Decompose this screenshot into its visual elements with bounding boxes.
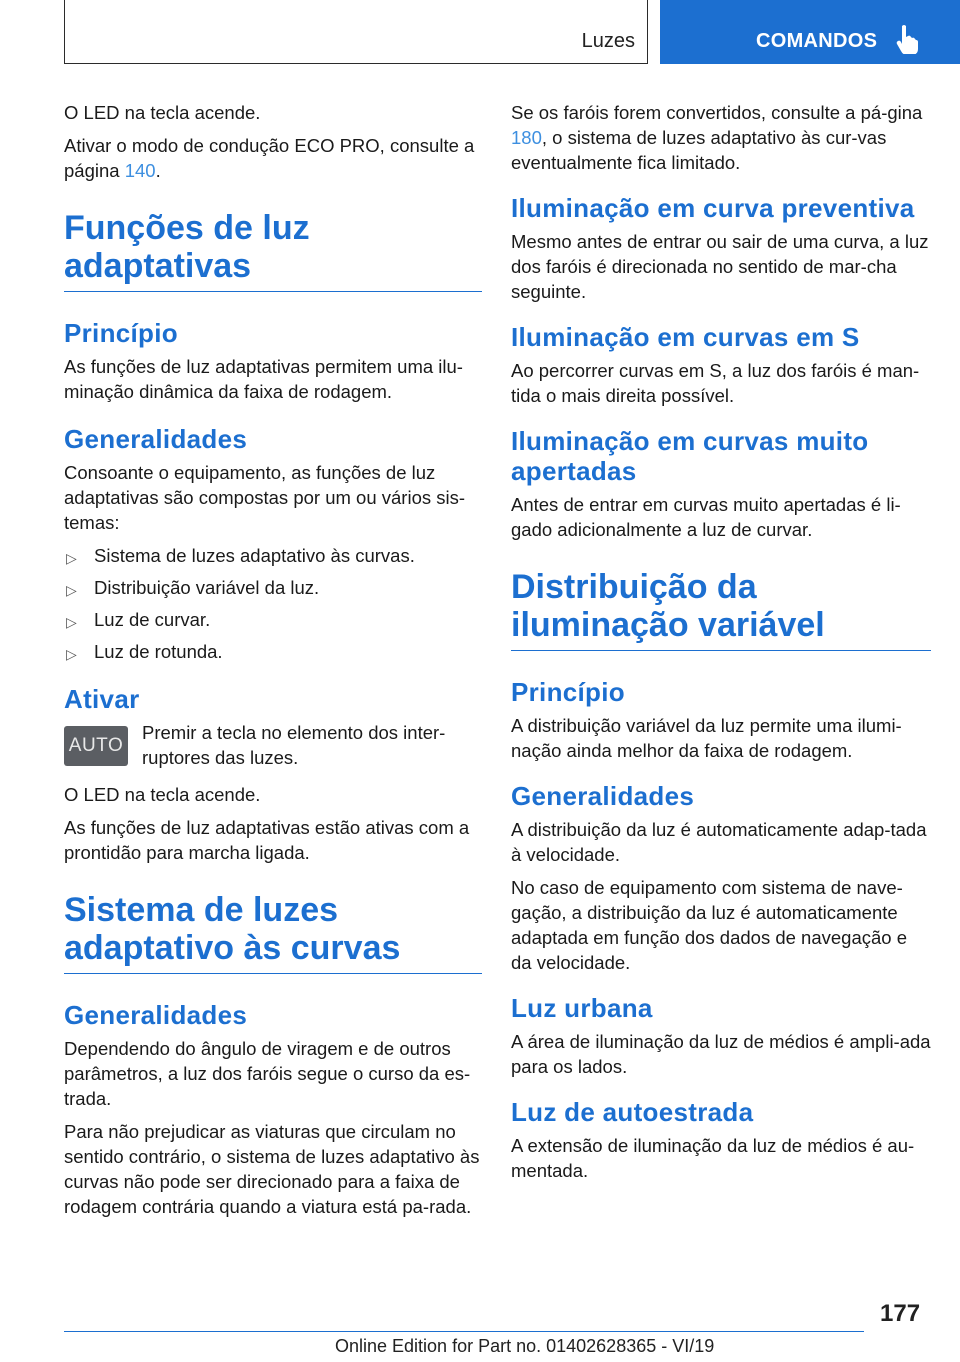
heading-urban-light: Luz urbana	[511, 993, 653, 1023]
heading-preventive-curve: Iluminação em curva preventiva	[511, 193, 915, 223]
para-text: Para não prejudicar as viaturas que circulam no sentido contrário, o sistema de luzes adaptativo às curvas não pode ser direcionado para a faixa de rodagem contrária quando a viatura está pa-rada.	[64, 1121, 480, 1217]
list-item: ▷ Sistema de luzes adaptativo às curvas.	[64, 543, 482, 568]
generalidades-3-text-b: No caso de equipamento com sistema de nave-gação, a distribuição da luz é automaticamente adaptada em função dos dados de navegação e da velocidade.	[511, 877, 908, 973]
heading-adaptive-functions: Funções de luz adaptativas	[64, 209, 482, 292]
triangle-bullet-icon: ▷	[66, 550, 77, 566]
right-column	[511, 100, 931, 1191]
principio-2-text: A distribuição variável da luz permite uma ilumi-nação ainda melhor da faixa de rodagem.	[511, 715, 902, 761]
heading-s-curves: Iluminação em curvas em S	[511, 322, 860, 352]
list-item: ▷ Luz de curvar.	[64, 607, 482, 632]
farois-text: Se os faróis forem convertidos, consulte a pá-gina 180, o sistema de luzes adaptativo às cur-vas eventualmente fica limitado.	[511, 102, 923, 173]
dependendo-text: Dependendo do ângulo de viragem e de outros parâmetros, a luz dos faróis segue o curso da es-trada.	[64, 1038, 471, 1109]
generalidades-3-text-a: A distribuição da luz é automaticamente adap-tada à velocidade.	[511, 819, 927, 865]
heading-generalidades-2: Generalidades	[64, 1000, 248, 1030]
heading-principio-2: Princípio	[511, 677, 625, 707]
page-link-140[interactable]: 140	[124, 160, 156, 181]
page-number: 177	[880, 1300, 921, 1327]
list-item: ▷ Luz de rotunda.	[64, 639, 482, 664]
preventive-text: Mesmo antes de entrar ou sair de uma curva, a luz dos faróis é direcionada no sentido de mar-cha seguinte.	[511, 231, 929, 302]
pointing-hand-icon	[896, 24, 918, 54]
heading-generalidades: Generalidades	[64, 424, 248, 454]
triangle-bullet-icon: ▷	[66, 646, 77, 662]
header-chapter-title: COMANDOS	[756, 30, 878, 52]
header-section-title: Luzes	[581, 30, 635, 52]
ativas-text: As funções de luz adaptativas estão ativas com a prontidão para marcha ligada.	[64, 817, 470, 863]
led-text: O LED na tecla acende.	[64, 102, 261, 123]
heading-generalidades-3: Generalidades	[511, 781, 695, 811]
principio-text: As funções de luz adaptativas permitem uma ilu-minação dinâmica da faixa de rodagem.	[64, 356, 463, 402]
systems-list	[64, 543, 482, 664]
heading-principio: Princípio	[64, 318, 178, 348]
heading-adaptive-curve-system: Sistema de luzes adaptativo às curvas	[64, 891, 482, 974]
list-item: ▷ Distribuição variável da luz.	[64, 575, 482, 600]
triangle-bullet-icon: ▷	[66, 614, 77, 630]
eco-text: Ativar o modo de condução ECO PRO, consulte a página 140.	[64, 135, 475, 181]
urban-light-text: A área de iluminação da luz de médios é ampli-ada para os lados.	[511, 1031, 931, 1077]
led-text-2: O LED na tecla acende.	[64, 784, 261, 805]
heading-variable-distribution: Distribuição da iluminação variável	[511, 568, 931, 651]
triangle-bullet-icon: ▷	[66, 582, 77, 598]
left-column	[64, 100, 482, 1227]
footer-edition: Online Edition for Part no. 01402628365 - VI/19	[335, 1336, 715, 1356]
motorway-light-text: A extensão de iluminação da luz de médios é au-mentada.	[511, 1135, 915, 1181]
s-curves-text: Ao percorrer curvas em S, a luz dos faróis é man-tida o mais direita possível.	[511, 360, 920, 406]
footer-divider	[64, 1331, 864, 1332]
heading-motorway-light: Luz de autoestrada	[511, 1097, 754, 1127]
premir-text: Premir a tecla no elemento dos inter-ruptores das luzes.	[142, 722, 446, 768]
tight-curves-text: Antes de entrar em curvas muito apertadas é li-gado adicionalmente a luz de curvar.	[511, 494, 901, 540]
header-section-box	[64, 0, 648, 64]
heading-ativar: Ativar	[64, 684, 140, 714]
auto-button-icon: AUTO	[64, 726, 128, 766]
auto-button-row	[64, 720, 482, 772]
header-chapter-tab	[660, 0, 960, 64]
generalidades-text: Consoante o equipamento, as funções de luz adaptativas são compostas por um ou vários sis-temas:	[64, 462, 466, 533]
heading-tight-curves: Iluminação em curvas muito apertadas	[511, 426, 869, 486]
page-link-180[interactable]: 180	[511, 127, 542, 148]
